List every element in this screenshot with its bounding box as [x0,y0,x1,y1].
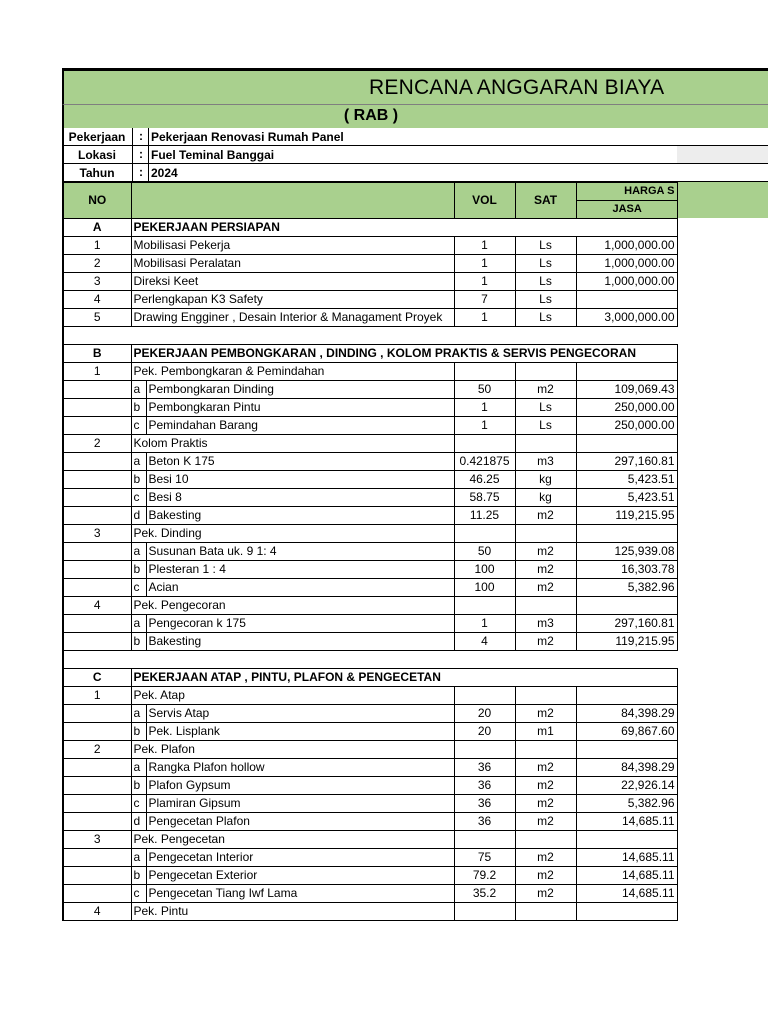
row-sat [515,903,576,921]
row-letter: c [132,795,147,812]
row-sat [515,687,576,705]
row-vol [454,597,515,615]
row-vol [454,687,515,705]
info-label: Tahun [79,166,115,180]
row-vol: 36 [454,777,515,795]
row-letter: c [132,417,147,434]
table-row [63,741,677,759]
row-vol: 20 [454,705,515,723]
row-jasa [576,525,677,543]
info-value: Fuel Teminal Banggai [151,148,275,162]
row-description: Pek. Atap [131,687,454,705]
row-sat [515,741,576,759]
row-jasa: 22,926.14 [576,777,677,795]
row-jasa [576,363,677,381]
sub-row [63,579,677,597]
row-no: A [63,219,131,237]
row-vol [454,435,515,453]
row-sat: m2 [515,885,576,903]
row-no: C [63,669,131,687]
info-colon: : [132,128,149,145]
header-sat: SAT [515,183,576,219]
section-row [63,345,677,363]
row-sat [515,435,576,453]
sub-row [63,489,677,507]
row-no: 1 [63,363,131,381]
row-no: 4 [63,597,131,615]
row-jasa: 250,000.00 [576,417,677,435]
row-jasa: 84,398.29 [576,759,677,777]
row-vol: 1 [454,399,515,417]
row-jasa: 14,685.11 [576,885,677,903]
row-no: 2 [63,435,131,453]
row-vol: 1 [454,237,515,255]
info-value: Pekerjaan Renovasi Rumah Panel [151,130,344,144]
row-jasa [576,687,677,705]
section-title: PEKERJAAN PERSIAPAN [131,219,677,237]
row-vol: 4 [454,633,515,651]
row-sat: m1 [515,723,576,741]
row-jasa: 3,000,000.00 [576,309,677,327]
row-letter: a [132,615,147,632]
document-subtitle: ( RAB ) [343,107,399,124]
row-description: Pek. Dinding [131,525,454,543]
row-vol [454,741,515,759]
row-letter: b [132,561,147,578]
sub-row [63,849,677,867]
row-sat: m3 [515,615,576,633]
info-value: 2024 [151,166,178,180]
info-colon: : [132,146,149,163]
row-sat: m2 [515,705,576,723]
row-sat: m2 [515,507,576,525]
info-row-tahun [62,164,768,182]
table-row [63,291,677,309]
row-description: Plesteran 1 : 4 [148,562,226,576]
row-sat: m2 [515,633,576,651]
table-row [63,525,677,543]
info-row-lokasi [62,146,768,164]
row-jasa [576,903,677,921]
row-jasa: 109,069.43 [576,381,677,399]
row-vol [454,525,515,543]
title-banner [62,68,768,104]
row-letter: b [132,777,147,794]
sub-row [63,615,677,633]
table-row [63,831,677,849]
row-description: Acian [148,580,179,594]
row-vol: 79.2 [454,867,515,885]
row-jasa: 119,215.95 [576,507,677,525]
subtitle-banner [62,104,768,128]
row-letter: c [132,579,147,596]
row-letter: a [132,705,147,722]
header-jasa: JASA [576,201,677,219]
row-sat: Ls [515,255,576,273]
row-no: 3 [63,273,131,291]
row-jasa: 1,000,000.00 [576,255,677,273]
row-vol: 1 [454,273,515,291]
row-letter: a [132,381,147,398]
row-description: Besi 10 [148,472,189,486]
row-vol [454,903,515,921]
sub-row [63,795,677,813]
row-sat: m2 [515,813,576,831]
row-sat: m2 [515,759,576,777]
row-jasa: 1,000,000.00 [576,237,677,255]
row-vol [454,363,515,381]
table-row [63,435,677,453]
info-label: Lokasi [77,148,116,162]
row-vol: 1 [454,615,515,633]
row-sat [515,525,576,543]
sub-row [63,543,677,561]
row-jasa: 297,160.81 [576,453,677,471]
row-description: Pek. Lisplank [148,724,220,738]
row-description: Besi 8 [148,490,182,504]
row-description: Pengecetan Tiang Iwf Lama [148,886,298,900]
row-description: Pek. Pengecoran [131,597,454,615]
row-letter: b [132,633,147,650]
blank-row [63,651,677,669]
row-description: Pengecetan Interior [148,850,254,864]
row-sat: m2 [515,579,576,597]
row-vol: 20 [454,723,515,741]
row-sat: m2 [515,543,576,561]
row-vol: 75 [454,849,515,867]
row-jasa [576,831,677,849]
info-label: Pekerjaan [68,130,126,144]
row-no: 5 [63,309,131,327]
row-no: 1 [63,687,131,705]
row-letter: c [132,489,147,506]
row-description: Bakesting [148,634,202,648]
row-vol: 46.25 [454,471,515,489]
row-jasa: 14,685.11 [576,867,677,885]
row-description: Pemindahan Barang [148,418,258,432]
row-sat: Ls [515,309,576,327]
row-description: Pengecetan Exterior [148,868,258,882]
row-letter: a [132,453,147,470]
row-jasa [576,597,677,615]
header-vol: VOL [454,183,515,219]
sub-row [63,813,677,831]
row-vol: 11.25 [454,507,515,525]
row-jasa: 84,398.29 [576,705,677,723]
row-jasa: 1,000,000.00 [576,273,677,291]
row-no: 2 [63,255,131,273]
row-sat [515,597,576,615]
header-desc [131,183,454,219]
row-sat [515,831,576,849]
row-no: B [63,345,131,363]
row-letter: b [132,723,147,740]
row-letter: a [132,543,147,560]
sub-row [63,507,677,525]
sub-row [63,777,677,795]
table-row [63,255,677,273]
table-row [63,903,677,921]
row-sat: m3 [515,453,576,471]
row-description: Plafon Gypsum [148,778,231,792]
row-jasa: 125,939.08 [576,543,677,561]
spreadsheet [62,68,768,918]
row-description: Pengecoran k 175 [148,616,246,630]
row-jasa [576,741,677,759]
table-row [63,273,677,291]
section-title: PEKERJAAN PEMBONGKARAN , DINDING , KOLOM PRAKTIS & SERVIS PENGECORAN [131,345,677,363]
document-title: RENCANA ANGGARAN BIAYA [369,76,665,99]
row-description: Servis Atap [148,706,210,720]
section-row [63,219,677,237]
row-description: Susunan Bata uk. 9 1: 4 [148,544,277,558]
row-jasa: 5,382.96 [576,579,677,597]
row-sat: m2 [515,849,576,867]
row-letter: b [132,399,147,416]
row-vol: 1 [454,255,515,273]
row-sat [515,363,576,381]
section-title: PEKERJAAN ATAP , PINTU, PLAFON & PENGECETAN [131,669,677,687]
row-no: 4 [63,903,131,921]
rab-table [62,182,678,921]
row-description: Pembongkaran Dinding [148,382,274,396]
row-vol: 7 [454,291,515,309]
row-vol: 50 [454,381,515,399]
sub-row [63,417,677,435]
row-description: Bakesting [148,508,202,522]
row-description: Pek. Pengecetan [131,831,454,849]
row-letter: a [132,759,147,776]
sub-row [63,453,677,471]
row-letter: b [132,867,147,884]
row-vol: 0.421875 [454,453,515,471]
sub-row [63,723,677,741]
row-jasa: 16,303.78 [576,561,677,579]
row-description: Kolom Praktis [131,435,454,453]
row-vol: 100 [454,579,515,597]
row-description: Pek. Pembongkaran & Pemindahan [131,363,454,381]
row-vol: 58.75 [454,489,515,507]
row-sat: Ls [515,417,576,435]
sub-row [63,471,677,489]
row-no: 3 [63,525,131,543]
info-colon: : [132,164,149,181]
sub-row [63,633,677,651]
table-row [63,237,677,255]
row-sat: m2 [515,795,576,813]
row-jasa [576,291,677,309]
section-row [63,669,677,687]
row-description: Direksi Keet [131,273,454,291]
row-sat: Ls [515,291,576,309]
sub-row [63,885,677,903]
row-sat: kg [515,489,576,507]
row-no: 1 [63,237,131,255]
row-description: Pek. Plafon [131,741,454,759]
info-row-pekerjaan [62,128,768,146]
sub-row [63,381,677,399]
sub-row [63,561,677,579]
row-vol: 1 [454,309,515,327]
row-sat: m2 [515,381,576,399]
row-jasa: 250,000.00 [576,399,677,417]
row-vol: 50 [454,543,515,561]
row-sat: Ls [515,237,576,255]
row-vol [454,831,515,849]
table-row [63,363,677,381]
row-jasa: 14,685.11 [576,813,677,831]
blank-row [63,327,677,345]
table-row [63,687,677,705]
row-description: Mobilisasi Pekerja [131,237,454,255]
header-no: NO [63,183,131,219]
row-letter: d [132,813,147,830]
row-vol: 1 [454,417,515,435]
sub-row [63,759,677,777]
row-description: Plamiran Gipsum [148,796,241,810]
row-jasa: 5,382.96 [576,795,677,813]
row-no: 2 [63,741,131,759]
row-sat: m2 [515,867,576,885]
row-vol: 36 [454,759,515,777]
row-sat: Ls [515,399,576,417]
table-row [63,597,677,615]
row-description: Pek. Pintu [131,903,454,921]
row-jasa: 14,685.11 [576,849,677,867]
row-description: Rangka Plafon hollow [148,760,265,774]
row-no: 3 [63,831,131,849]
row-jasa [576,435,677,453]
row-description: Perlengkapan K3 Safety [131,291,454,309]
sub-row [63,399,677,417]
row-sat: m2 [515,777,576,795]
row-jasa: 119,215.95 [576,633,677,651]
row-description: Mobilisasi Peralatan [131,255,454,273]
row-jasa: 297,160.81 [576,615,677,633]
row-description: Drawing Engginer , Desain Interior & Managament Proyek [131,309,454,327]
header-harga: HARGA S [576,183,677,201]
row-sat: m2 [515,561,576,579]
row-letter: a [132,849,147,866]
row-vol: 36 [454,813,515,831]
row-jasa: 69,867.60 [576,723,677,741]
row-vol: 36 [454,795,515,813]
row-sat: Ls [515,273,576,291]
row-jasa: 5,423.51 [576,489,677,507]
row-no: 4 [63,291,131,309]
row-description: Beton K 175 [148,454,215,468]
row-sat: kg [515,471,576,489]
row-letter: c [132,885,147,902]
row-description: Pembongkaran Pintu [148,400,261,414]
table-header [63,183,677,201]
row-description: Pengecetan Plafon [148,814,250,828]
sub-row [63,705,677,723]
row-vol: 100 [454,561,515,579]
row-vol: 35.2 [454,885,515,903]
row-letter: b [132,471,147,488]
sub-row [63,867,677,885]
row-jasa: 5,423.51 [576,471,677,489]
row-letter: d [132,507,147,524]
table-row [63,309,677,327]
